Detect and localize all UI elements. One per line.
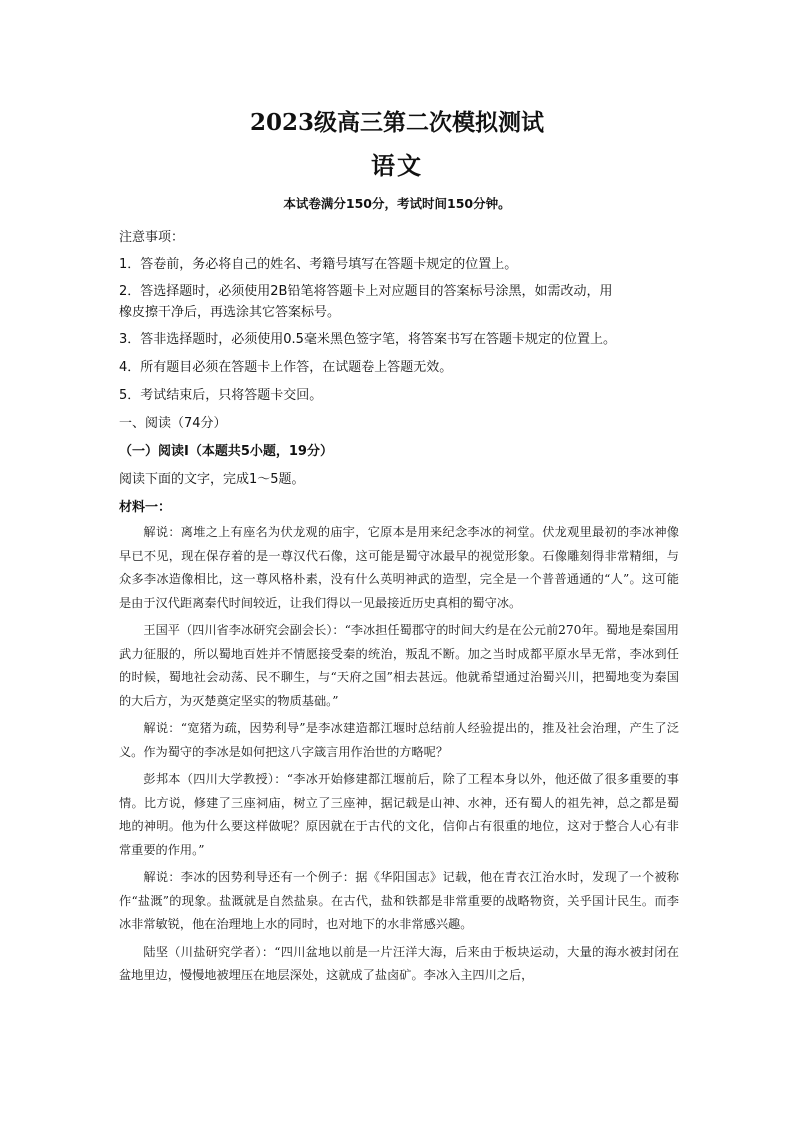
notice-item: 2．答选择题时，必须使用2B铅笔将答题卡上对应题目的答案标号涂黑，如需改动，用 <box>119 284 613 299</box>
section-subtitle: （一）阅读Ⅰ（本题共5小题，19分） <box>119 444 333 459</box>
exam-title: 2023级高三第二次模拟测试 <box>249 109 544 136</box>
passage-paragraph: 王国平（四川省李冰研究会副会长）：“李冰担任蜀郡守的时间大约是在公元前270年。蜀地是秦国用武力征服的，所以蜀地百姓并不情愿接受秦的统治，叛乱不断。加之当时成都平原水旱无常，李冰到任的时候，蜀地社会动荡、民不聊生，与“天府之国”相去甚远。他就希望通过治蜀兴川，把蜀地变为秦国的大后方，为灭楚奠定坚实的物质基础。” <box>119 623 679 708</box>
material-label: 材料一： <box>119 500 172 515</box>
exam-info: 本试卷满分150分，考试时间150分钟。 <box>283 196 511 211</box>
notice-item: 5．考试结束后，只将答题卡交回。 <box>119 388 323 403</box>
passage-paragraph: 陆坚（川盐研究学者）：“四川盆地以前是一片汪洋大海，后来由于板块运动，大量的海水被封闭在盆地里边，慢慢地被埋压在地层深处，这就成了盐卤矿。李冰入主四川之后， <box>119 944 679 982</box>
notice-item: 橡皮擦干净后，再选涂其它答案标号。 <box>119 305 341 320</box>
passage-paragraph: 解说：李冰的因势利导还有一个例子：据《华阳国志》记载，他在青衣江治水时，发现了一个被称作“盐溉”的现象。盐溉就是自然盐泉。在古代，盐和铁都是非常重要的战略物资，关乎国计民生。而李冰非常敏锐，他在治理地上水的同时，也对地下的水非常感兴趣。 <box>119 870 679 931</box>
notice-item: 3．答非选择题时，必须使用0.5毫米黑色签字笔，将答案书写在答题卡规定的位置上。 <box>119 332 616 347</box>
passage-paragraph: 解说：“宽猪为疏，因势利导”是李冰建造都江堰时总结前人经验提出的，推及社会治理，产生了泛义。作为蜀守的李冰是如何把这八字箴言用作治世的方略呢？ <box>119 721 679 759</box>
section-instruction: 阅读下面的文字，完成1～5题。 <box>119 472 305 487</box>
notice-item: 1．答卷前，务必将自己的姓名、考籍号填写在答题卡规定的位置上。 <box>119 257 518 272</box>
section-title: 一、阅读（74分） <box>119 416 227 431</box>
passage <box>119 521 679 988</box>
passage-paragraph: 彭邦本（四川大学教授）：“李冰开始修建都江堰前后，除了工程本身以外，他还做了很多重要的事情。比方说，修建了三座祠庙，树立了三座神，据记载是山神、水神，还有蜀人的祖先神，总之都是蜀地的神明。他为什么要这样做呢？原因就在于古代的文化，信仰占有很重的地位，这对于整合人心有非常重要的作用。” <box>119 772 679 857</box>
subject-title: 语文 <box>371 151 423 180</box>
notice-item: 4．所有题目必须在答题卡上作答，在试题卷上答题无效。 <box>119 360 453 375</box>
passage-paragraph: 解说：离堆之上有座名为伏龙观的庙宇，它原本是用来纪念李冰的祠堂。伏龙观里最初的李冰神像早已不见，现在保存着的是一尊汉代石像，这可能是蜀守冰最早的视觉形象。石像雕刻得非常精细，与众多李冰造像相比，这一尊风格朴素，没有什么英明神武的造型，完全是一个普普通通的“人”。这可能是由于汉代距离秦代时间较近，让我们得以一见最接近历史真相的蜀守冰。 <box>119 525 679 610</box>
notice-heading: 注意事项： <box>119 230 185 245</box>
